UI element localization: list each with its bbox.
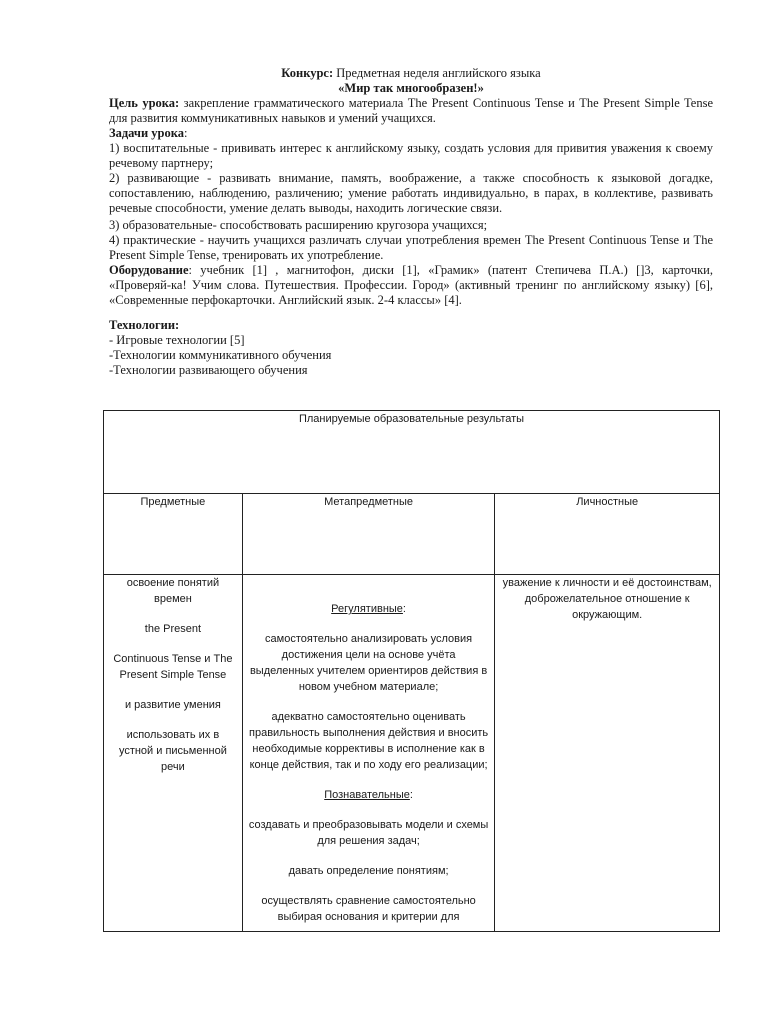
technologies-label: Технологии:	[109, 318, 180, 332]
goal-label: Цель урока:	[109, 96, 180, 110]
title-text: «Мир так многообразен!»	[338, 81, 484, 95]
goal-paragraph	[109, 96, 713, 126]
task-item: 1) воспитательные - прививать интерес к английскому языку, создать условия для привития уважения к своему речевому партнеру;	[109, 141, 713, 170]
contest-line	[109, 66, 713, 81]
meta-text: самостоятельно анализировать условия достижения цели на основе учёта выделенных учителем ориентиров действия в новом учебном материале;	[249, 633, 488, 693]
equipment-label: Оборудование	[109, 263, 189, 277]
subject-text: Continuous Tense и The Present Simple Tense	[113, 653, 233, 681]
personal-text: уважение к личности и её достоинствам, доброжелательное отношение к окружающим.	[502, 577, 712, 621]
contest-label: Конкурс:	[281, 66, 334, 80]
column-header-subject: Предметные	[104, 494, 243, 575]
document-title	[109, 81, 713, 96]
subject-cell	[104, 575, 243, 932]
subject-text: использовать их в устной и письменной речи	[118, 729, 227, 773]
subject-text: the Present	[144, 623, 202, 635]
regulative-heading: Регулятивные:	[331, 603, 406, 615]
document-page	[109, 66, 713, 378]
task-item: 2) развивающие - развивать внимание, память, воображение, а также способность к языковой догадке, сопоставлению, наблюдению, различению; умение работать индивидуально, в парах, в коллективе, развивать речевые способности, умение делать выводы, находить логические связи.	[109, 171, 713, 215]
technology-item: - Игровые технологии [5]	[109, 333, 245, 347]
meta-text: адекватно самостоятельно оценивать правильность выполнения действия и вносить необходимые коррективы в исполнение как в конце действия, так и по ходу его реализации;	[249, 711, 489, 771]
task-item: 4) практические - научить учащихся различать случаи употребления времен The Present Continuous Tense и The Present Simple Tense, тренировать их употребление.	[109, 233, 713, 262]
table-title: Планируемые образовательные результаты	[104, 411, 720, 494]
regulative-label: Регулятивные	[331, 603, 403, 615]
technology-item: -Технологии развивающего обучения	[109, 363, 308, 377]
technology-item: -Технологии коммуникативного обучения	[109, 348, 332, 362]
task-item: 3) образовательные- способствовать расширению кругозора учащихся;	[109, 218, 488, 232]
tasks-colon: :	[184, 126, 188, 140]
cognitive-label: Познавательные	[324, 789, 410, 801]
tasks-heading	[109, 126, 713, 141]
technologies-heading	[109, 318, 713, 333]
cognitive-heading: Познавательные:	[324, 789, 413, 801]
results-table	[103, 410, 720, 932]
meta-text: давать определение понятиям;	[288, 865, 449, 877]
subject-text: и развитие умения	[124, 699, 221, 711]
meta-text: создавать и преобразовывать модели и схемы для решения задач;	[248, 819, 489, 847]
personal-cell	[495, 575, 720, 932]
equipment-text: : учебник [1] , магнитофон, диски [1], «Грамик» (патент Степичева П.А.) []3, карточки, «Проверяй-ка! Учим слова. Путешествия. Профессии. Город» (активный тренинг по английскому языку) [6], «Современные перфокарточки. Английский язык. 2-4 классы» [4].	[109, 263, 713, 307]
column-header-meta: Метапредметные	[242, 494, 495, 575]
goal-text: закрепление грамматического материала The Present Continuous Tense и The Present Simple Tense для развития коммуникативных навыков и умений учащихся.	[109, 96, 713, 125]
meta-text: осуществлять сравнение самостоятельно выбирая основания и критерии для	[261, 895, 476, 923]
tasks-label: Задачи урока	[109, 126, 185, 140]
equipment-paragraph	[109, 263, 713, 308]
subject-text: освоение понятий времен	[126, 577, 220, 605]
contest-text: Предметная неделя английского языка	[333, 66, 541, 80]
meta-cell	[242, 575, 495, 932]
column-header-personal: Личностные	[495, 494, 720, 575]
